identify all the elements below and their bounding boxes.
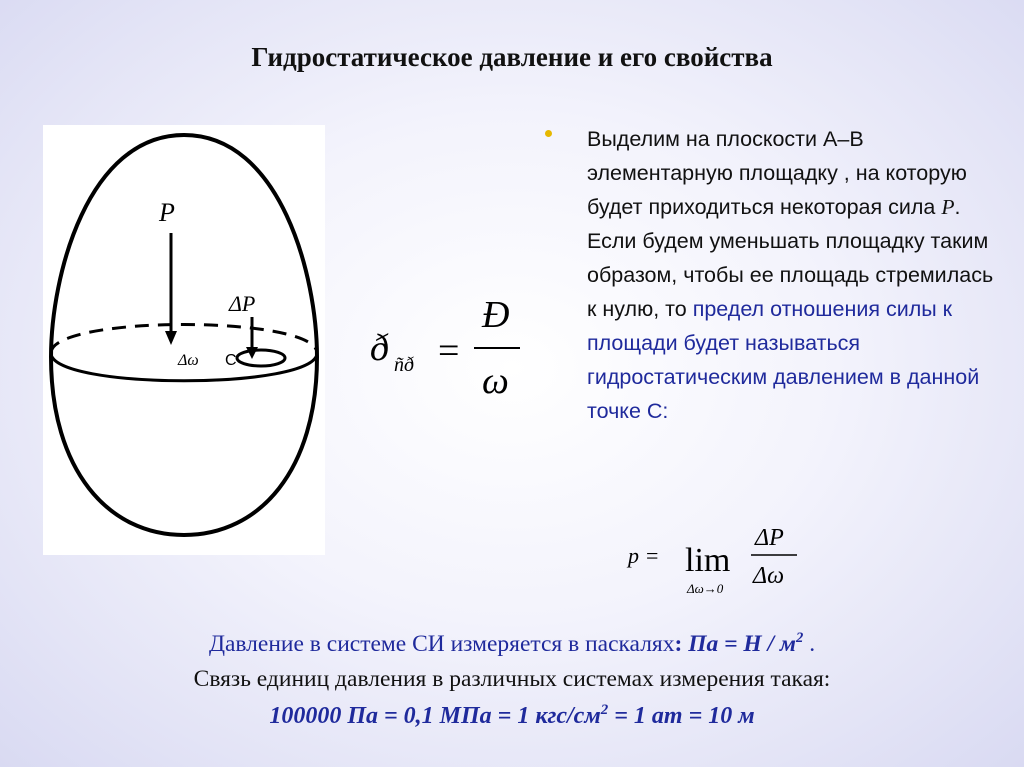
bullet-item — [545, 122, 995, 428]
si-unit-line: Давление в системе СИ измеряется в паскалях: Па = Н / $м^2$ . — [208, 630, 816, 657]
formula2-num: ΔP — [755, 525, 784, 551]
section-back-dashed — [51, 325, 317, 354]
formula1-eq: = — [438, 330, 460, 372]
definition-highlight: предел отношения силы к площади будет называться гидростатическим давлением в данной точке — [587, 297, 980, 423]
label-dw: Δω — [178, 352, 199, 369]
formula1-den: ω — [482, 360, 509, 402]
formula2-lim: lim — [685, 542, 731, 579]
formula2-eq: = — [646, 543, 659, 568]
vessel-diagram — [43, 125, 325, 555]
label-dP: ΔP — [229, 291, 256, 316]
egg-vessel-figure — [43, 125, 325, 555]
formula1-lhs: ð — [370, 327, 389, 369]
formula2-lim-sub: Δω→0 — [687, 581, 724, 596]
bullet-icon — [545, 130, 552, 137]
pressure-formula — [360, 285, 550, 425]
formula1-num: Ð — [482, 294, 510, 336]
label-P: P — [159, 198, 175, 227]
formula1-lhs-sub: ñð — [394, 354, 414, 376]
label-C: C — [225, 352, 237, 369]
elementary-area — [237, 350, 285, 366]
slide-title: Гидростатическое давление и его свойства — [251, 42, 773, 72]
limit-formula — [625, 515, 815, 605]
formula2-den: Δω — [753, 563, 785, 589]
units-relation: 100000 Па = 0,1 МПа = 1 кгс/$см^2 = 1$ ат = 10 м — [269, 702, 755, 729]
bullet-text: Выделим на плоскости А–В элементарную площадку , на которую будет приходиться некоторая сила P. Если будем уменьшать площадку таким образом, чтобы ее площадь стремилась к нулю, то предел отношения силы к площади будет называться гидростатическим давлением в данной точке С: — [587, 127, 994, 423]
formula2-lhs: p — [628, 543, 639, 568]
arrowhead-P — [165, 331, 177, 345]
vessel-outline — [51, 135, 317, 535]
units-relation-intro: Связь единиц давления в различных системах измерения такая: — [193, 666, 831, 692]
pascal-definition: Па = Н / м — [688, 630, 797, 657]
